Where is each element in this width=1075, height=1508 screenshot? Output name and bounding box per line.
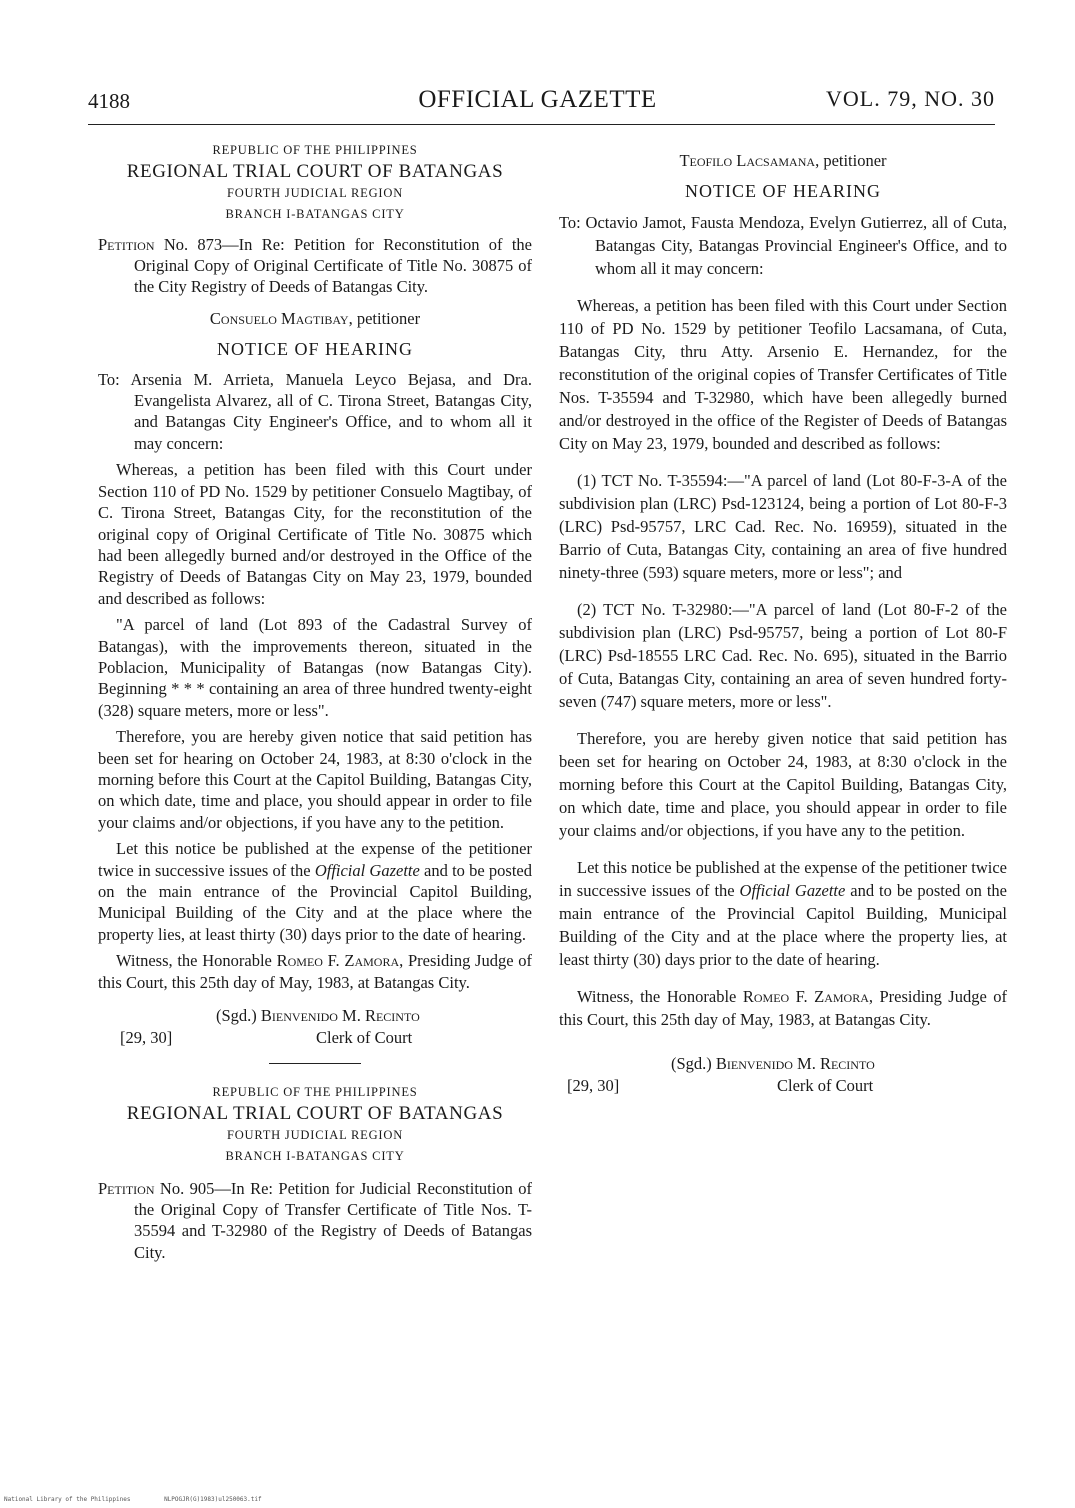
notice2-parcel-1: (1) TCT No. T-35594:—"A parcel of land (Lot 80-F-3-A of the subdivision plan (LRC) Psd-123124, being a portion of Lot 80-F-3 (LRC) Psd-95757, LRC Cad. Rec. No. 16959), situated in the Barrio of Cuta, Batangas City, containing an area of five hundred ninety-three (593) square meters, more or less"; and xyxy=(559,470,1007,582)
publication-title: OFFICIAL GAZETTE xyxy=(418,86,657,113)
notice2-republic: REPUBLIC OF THE PHILIPPINES xyxy=(212,1085,418,1100)
notice1-role: Clerk of Court xyxy=(316,1028,413,1048)
notice-divider xyxy=(269,1063,361,1064)
notice1-petitioner-suffix: , petitioner xyxy=(348,308,421,328)
notice2-witness-a: Witness, the Honorable xyxy=(577,986,743,1006)
notice2-witness-name: Romeo F. Zamora xyxy=(742,986,869,1006)
notice1-republic: REPUBLIC OF THE PHILIPPINES xyxy=(212,143,418,157)
notice1-signer: Bienvenido M. Recinto xyxy=(260,1006,420,1026)
notice1-witness xyxy=(98,950,532,993)
notice1-court: REGIONAL TRIAL COURT OF BATANGAS xyxy=(126,161,504,183)
notice2-petitioner xyxy=(559,150,1007,171)
notice2-parcel-2: (2) TCT No. T-32980:—"A parcel of land (Lot 80-F-2 of the subdivision plan (LRC) Psd-95757, being a portion of Lot 80-F (LRC) Psd-18555 LRC Cad. Rec. No. 695), situated in the Barrio of Cuta, Batangas City, containing an area of seven hundred forty-seven (747) square meters, more or less". xyxy=(559,599,1007,711)
notice1-title: NOTICE OF HEARING xyxy=(217,339,413,360)
notice1-petition-text: No. 873—In Re: Petition for Reconstitution of the Original Copy of Original Certificate of Title No. 30875 of the City Registry of Deeds of Batangas City. xyxy=(134,234,532,297)
header-rule xyxy=(88,124,995,125)
notice1-petitioner xyxy=(98,308,532,329)
notice1-publication xyxy=(98,838,532,945)
notice1-therefore: Therefore, you are hereby given notice that said petition has been set for hearing on October 24, 1983, at 8:30 o'clock in the morning before this Court at the Capitol Building, Batangas City, on which date, time and place, you should appear in order to file your claims and/or objections, if you have any to the petition. xyxy=(98,727,532,832)
page-header xyxy=(0,0,1075,135)
notice1-branch: BRANCH I-BATANGAS CITY xyxy=(225,207,405,222)
notice2-title: NOTICE OF HEARING xyxy=(685,181,881,202)
notice2-petitioner-suffix: , petitioner xyxy=(815,151,887,170)
notice2-publish-b: and to be posted on the main entrance of the Provincial Capitol Building, Municipal Building of the City and at the place where the property lies, at least thirty (30) days prior to the date of hearing. xyxy=(559,880,1007,969)
notice1-witness-b: , Presiding Judge of this Court, this 25th day of May, 1983, at Batangas City. xyxy=(98,951,533,992)
notice2-publish-em: Official Gazette xyxy=(739,880,846,900)
notice1-petitioner-name: Consuelo Magtibay xyxy=(209,308,349,328)
notice1-publish-a: Let this notice be published at the expense of the petitioner twice in successive issues of the xyxy=(98,839,532,880)
notice1-witness-name: Romeo F. Zamora xyxy=(276,951,400,971)
notice2-addressees: To: Octavio Jamot, Fausta Mendoza, Evelyn Gutierrez, all of Cuta, Batangas City, Batangas Provincial Engineer's Office, and to whom all it may concern: xyxy=(559,212,1007,278)
footer-file: NLPOGJR(G)1983)ul250063.tif xyxy=(164,1496,262,1503)
notice2-petition xyxy=(98,1178,532,1264)
notice2-publication xyxy=(559,856,1007,971)
notice1-addressees: To: Arsenia M. Arrieta, Manuela Leyco Bejasa, and Dra. Evangelista Alvarez, all of C. Tirona Street, Batangas City, and Batangas City Engineer's Office, and to whom all it may concern: xyxy=(98,369,532,453)
left-column xyxy=(98,140,532,1268)
notice2-region: FOURTH JUDICIAL REGION xyxy=(226,1127,404,1142)
volume-number: VOL. 79, NO. 30 xyxy=(826,86,995,111)
notice2-role: Clerk of Court xyxy=(777,1075,874,1095)
notice2-publish-a: Let this notice be published at the expense of the petitioner twice in successive issues of the xyxy=(559,857,1007,900)
notice2-signer: Bienvenido M. Recinto xyxy=(715,1053,875,1073)
notice1-publish-b: and to be posted on the main entrance of the Provincial Capitol Building, Municipal Building of the City and at the place where the property lies, at least thirty (30) days prior to the date of hearing. xyxy=(98,860,533,944)
notice2-witness xyxy=(559,985,1007,1031)
page-number: 4188 xyxy=(88,89,130,113)
notice1-region: FOURTH JUDICIAL REGION xyxy=(226,185,404,200)
notice1-signed: (Sgd.) Bienvenido M. Recinto xyxy=(216,1006,420,1026)
notice2-signed: (Sgd.) Bienvenido M. Recinto xyxy=(671,1053,875,1073)
notice1-publish-em: Official Gazette xyxy=(314,860,420,880)
notice2-petitioner-name: Teofilo Lacsamana xyxy=(679,151,816,170)
notice1-whereas: Whereas, a petition has been filed with this Court under Section 110 of PD No. 1529 by petitioner Consuelo Magtibay, of C. Tirona Street, Batangas City, for the reconstitution of the original copy of Original Certificate of Title No. 30875 which had been allegedly burned and/or destroyed in the Office of the Registry of Deeds of Batangas City on May 23, 1979, bounded and described as follows: xyxy=(98,460,532,608)
notice1-parcel: "A parcel of land (Lot 893 of the Cadastral Survey of Batangas), with the improvements thereon, situated in the Poblacion, Municipality of Batangas (now Batangas City). Beginning * * * containing an area of three hundred twenty-eight (328) square meters, more or less". xyxy=(98,615,532,720)
notice2-petition-text: No. 905—In Re: Petition for Judicial Reconstitution of the Original Copy of Transfer Certificate of Title Nos. T-35594 and T-32980 of the Registry of Deeds of Batangas City. xyxy=(134,1178,532,1262)
scan-footer xyxy=(4,1496,292,1503)
right-column xyxy=(559,140,1007,1105)
notice1-petition xyxy=(98,234,532,298)
notice2-petition-label: Petition xyxy=(98,1178,155,1198)
notice1-petition-label: Petition xyxy=(98,234,155,254)
notice1-signature xyxy=(98,1005,532,1049)
notice2-whereas: Whereas, a petition has been filed with this Court under Section 110 of PD No. 1529 by petitioner Teofilo Lacsamana, of Cuta, Batangas City, thru Atty. Arsenio E. Hernandez, for the reconstitution of the original copies of Transfer Certificates of Title Nos. T-35594 and T-32980, which have been allegedly burned and/or destroyed in the office of the Register of Deeds of Batangas City on May 23, 1979, bounded and described as follows: xyxy=(559,295,1007,453)
notice2-branch: BRANCH I-BATANGAS CITY xyxy=(225,1149,405,1164)
notice1-issue: [29, 30] xyxy=(120,1028,173,1048)
notice2-therefore: Therefore, you are hereby given notice that said petition has been set for hearing on October 24, 1983, at 8:30 o'clock in the morning before this Court at the Capitol Building, Batangas City, on which date, time and place, you should appear in order to file your claims and/or objections, if you have any to the petition. xyxy=(559,728,1007,840)
notice2-witness-b: , Presiding Judge of this Court, this 25th day of May, 1983, at Batangas City. xyxy=(559,986,1008,1029)
notice2-issue: [29, 30] xyxy=(567,1075,620,1095)
notice2-signature xyxy=(559,1053,1007,1097)
notice2-court: REGIONAL TRIAL COURT OF BATANGAS xyxy=(126,1103,504,1125)
notice1-witness-a: Witness, the Honorable xyxy=(116,951,277,971)
footer-library: National Library of the Philippines xyxy=(4,1496,131,1503)
